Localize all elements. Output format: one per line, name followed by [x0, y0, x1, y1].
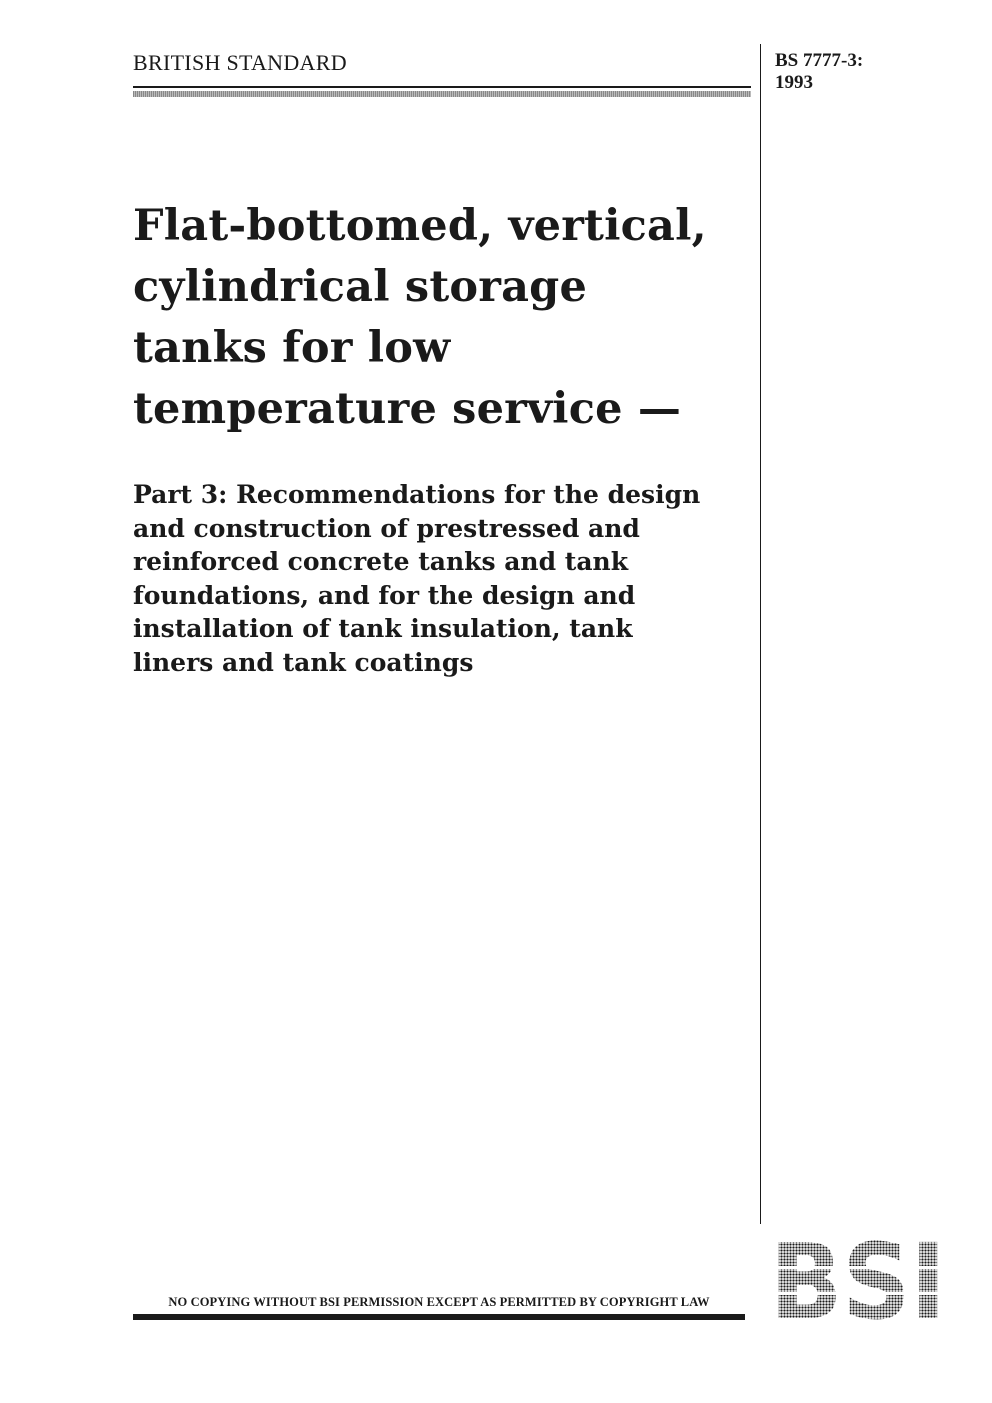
subtitle-line: installation of tank insulation, tank [133, 614, 633, 643]
title-line: tanks for low [133, 323, 451, 373]
title-line: cylindrical storage [133, 262, 587, 312]
footer-rule [133, 1314, 745, 1320]
standard-number [775, 50, 935, 94]
margin-vertical-rule [760, 44, 761, 1224]
subtitle-line: foundations, and for the design and [133, 580, 636, 610]
header-rule [133, 86, 751, 98]
standard-number-line-2: 1993 [775, 72, 813, 93]
subtitle-line: liners and tank coatings [133, 647, 474, 677]
subtitle-line: and construction of prestressed and [133, 513, 640, 543]
standard-number-line-1: BS 7777-3: [775, 50, 864, 71]
title-line: temperature service — [133, 384, 682, 434]
subtitle-line: Part 3: Recommendations for the design [133, 480, 701, 509]
title-line: Flat-bottomed, vertical, [133, 201, 707, 251]
document-subtitle [133, 478, 753, 679]
subtitle-line: reinforced concrete tanks and tank [133, 547, 629, 576]
copyright-notice: NO COPYING WITHOUT BSI PERMISSION EXCEPT AS PERMITTED BY COPYRIGHT LAW [168, 1295, 710, 1309]
bsi-logo [768, 1240, 948, 1322]
document-title [133, 196, 753, 440]
header-rule-line [133, 86, 751, 88]
document-type-label: BRITISH STANDARD [133, 50, 347, 75]
header-rule-hatch [133, 91, 751, 97]
